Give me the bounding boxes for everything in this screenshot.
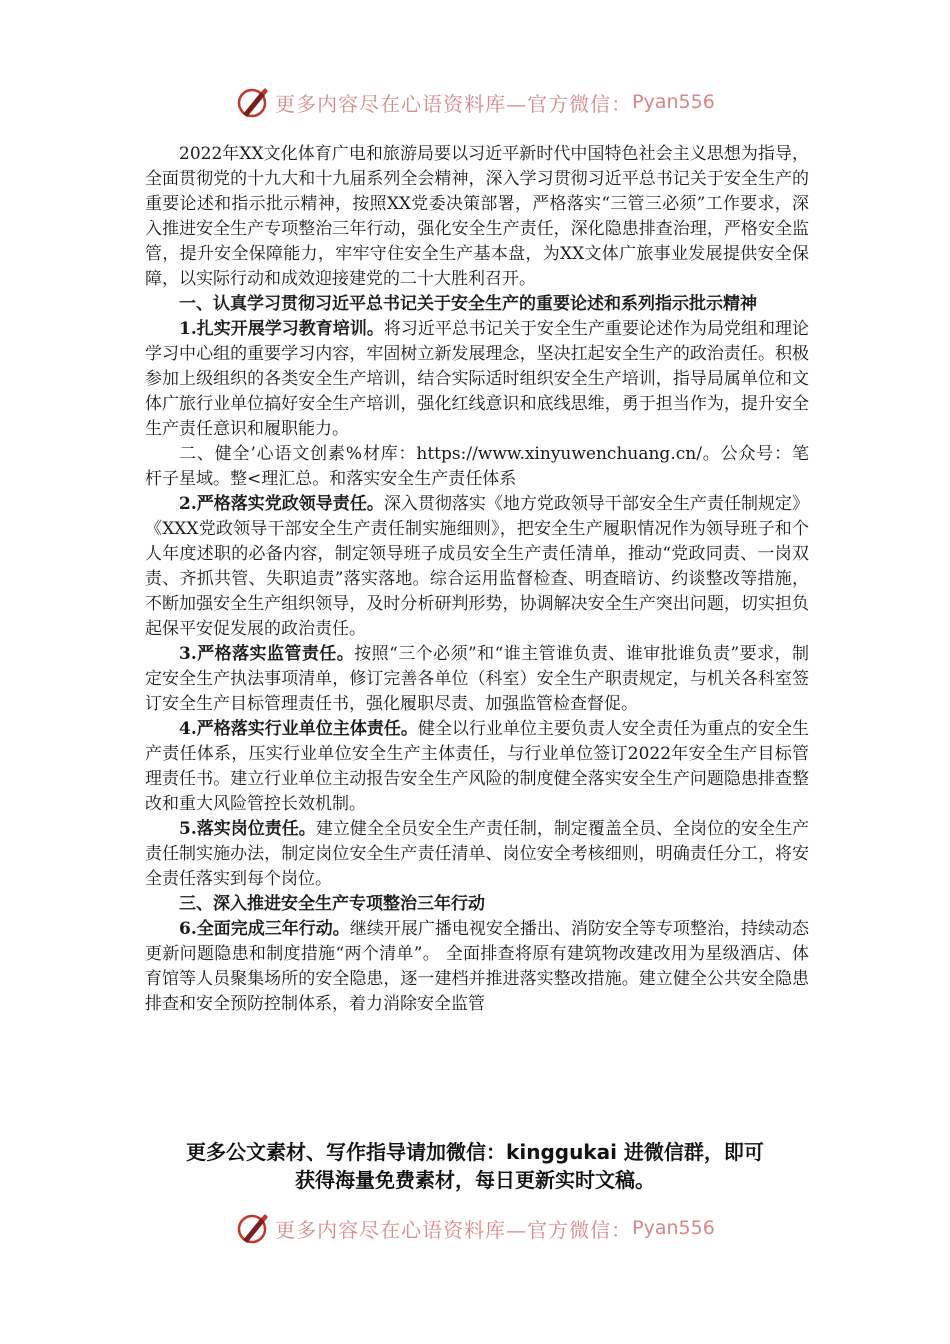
pen-circle-logo-icon [235, 84, 271, 120]
item-text-4: 健全以行业单位主要负责人安全责任为重点的安全生产责任体系，压实行业单位安全生产主体责任，与行业单位签订2022年安全生产目标管理责任书。建立行业单位主动报告安全生产风险的制度健全落实安全生产问题隐患排查整改和重大风险管控长效机制。 [145, 719, 809, 814]
item-text-2: 深入贯彻落实《地方党政领导干部安全生产责任制规定》《XXX党政领导干部安全生产责任制实施细则》，把安全生产履职情况作为领导班子和个人年度述职的必备内容，制定领导班子成员安全生产责任清单，推动“党政同责、一岗双责、齐抓共管、失职追责”落实落地。综合运用监督检查、明查暗访、约谈整改等措施，不断加强安全生产组织领导，及时分析研判形势，协调解决安全生产突出问题，切实担负起保平安促发展的政治责任。 [145, 494, 810, 639]
section-heading-2-corrupted: 二、健全’心语文创素%材库：https://www.xinyuwenchuang.cn/。公众号：笔杆子星域。整<理汇总。和落实安全生产责任体系 [145, 444, 809, 489]
banner-text: 更多内容尽在心语资料库—官方微信： [275, 91, 633, 116]
pen-circle-logo-icon [235, 1210, 271, 1246]
intro-paragraph: 2022年XX文化体育广电和旅游局要以习近平新时代中国特色社会主义思想为指导，全面贯彻党的十九大和十九届系列全会精神，深入学习贯彻习近平总书记关于安全生产的重要论述和指示批示精神，按照XX党委决策部署，严格落实“三管三必须”工作要求，深入推进安全生产专项整治三年行动，强化安全生产责任，深化隐患排查治理，严格安全监管，提升安全保障能力，牢牢守住安全生产基本盘，为XX文体广旅事业发展提供安全保障，以实际行动和成效迎接建党的二十大胜利召开。 [145, 144, 809, 289]
document-body [145, 142, 809, 1017]
item-paragraph-4 [145, 717, 809, 817]
section-heading-3: 三、深入推进安全生产专项整治三年行动 [179, 894, 485, 914]
promo-line-2: 获得海量免费素材，每日更新实时文稿。 [295, 1168, 655, 1192]
item-lead-3: 3.严格落实监管责任。 [179, 644, 355, 664]
item-lead-5: 5.落实岗位责任。 [179, 819, 316, 839]
banner-text: 更多内容尽在心语资料库—官方微信： [275, 1217, 633, 1242]
section-heading-1: 一、认真学习贯彻习近平总书记关于安全生产的重要论述和系列指示批示精神 [179, 294, 757, 314]
footer-watermark-banner [0, 1208, 950, 1248]
promo-block [0, 1138, 950, 1194]
item-lead-6: 6.全面完成三年行动。 [179, 919, 350, 939]
item-text-6: 继续开展广播电视安全播出、消防安全等专项整治，持续动态更新问题隐患和制度措施“两个清单”。 全面排查将原有建筑物改建改用为星级酒店、体育馆等人员聚集场所的安全隐患，逐一建档并推进落实整改措施。建立健全公共安全隐患排查和安全预防控制体系，着力消除安全监管 [145, 919, 810, 1014]
item-text-1: 将习近平总书记关于安全生产重要论述作为局党组和理论学习中心组的重要学习内容，牢固树立新发展理念，坚决扛起安全生产的政治责任。积极参加上级组织的各类安全生产培训，结合实际适时组织安全生产培训，指导局属单位和文体广旅行业单位搞好安全生产培训，强化红线意识和底线思维，勇于担当作为，提升安全生产责任意识和履职能力。 [145, 319, 810, 439]
item-paragraph-3 [145, 642, 809, 717]
header-watermark-banner [0, 82, 950, 122]
item-paragraph-2 [145, 492, 809, 642]
item-paragraph-5 [145, 817, 809, 892]
item-lead-1: 1.扎实开展学习教育培训。 [179, 319, 384, 339]
banner-wechat-id: Pyan556 [632, 1217, 715, 1239]
promo-line-1: 更多公文素材、写作指导请加微信：kinggukai 进微信群，即可 [186, 1140, 764, 1164]
item-paragraph-6 [145, 917, 809, 1017]
item-paragraph-1 [145, 317, 809, 442]
banner-wechat-id: Pyan556 [632, 91, 715, 113]
item-lead-2: 2.严格落实党政领导责任。 [179, 494, 384, 514]
item-lead-4: 4.严格落实行业单位主体责任。 [179, 719, 418, 739]
item-text-5: 建立健全全员安全生产责任制，制定覆盖全员、全岗位的安全生产责任制实施办法，制定岗位安全生产责任清单、岗位安全考核细则，明确责任分工，将安全责任落实到每个岗位。 [145, 819, 810, 889]
item-text-3: 按照“三个必须”和“谁主管谁负责、谁审批谁负责”要求，制定安全生产执法事项清单，修订完善各单位（科室）安全生产职责规定，与机关各科室签订安全生产目标管理责任书，强化履职尽责、加强监管检查督促。 [145, 644, 809, 714]
